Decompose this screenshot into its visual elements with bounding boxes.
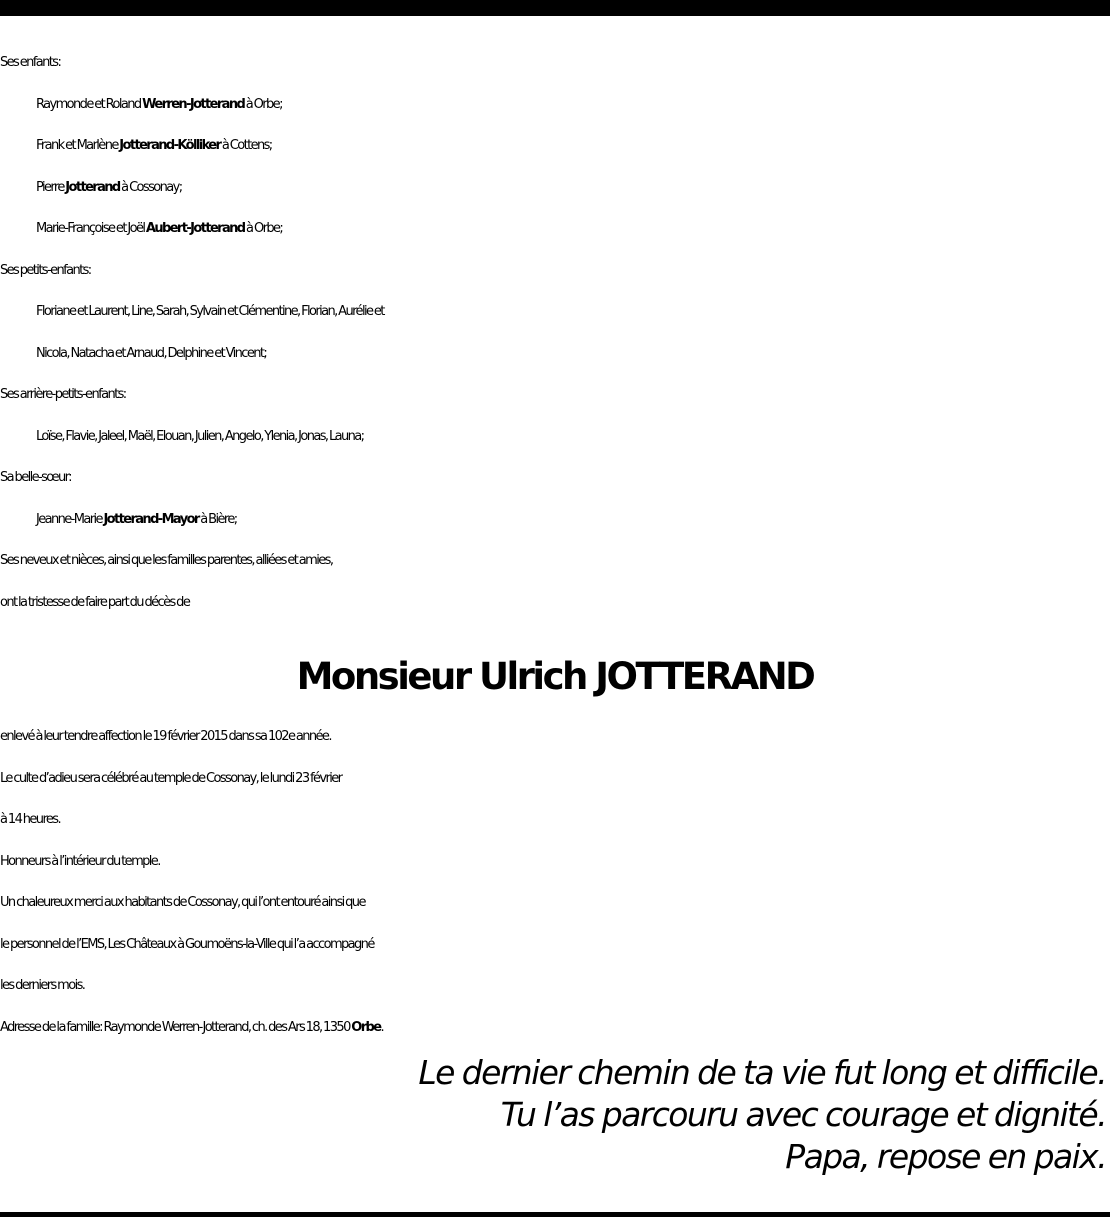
child-first-names: Raymonde et Roland xyxy=(36,96,143,112)
sister-in-law-surname: Jotterand-Mayor xyxy=(103,511,199,527)
detail-line: Honneurs à l’intérieur du temple. xyxy=(0,853,160,869)
obituary-notice xyxy=(0,42,1110,1178)
great-grandchildren-line: Loïse, Flavie, Jaleel, Maël, Elouan, Julien, Angelo, Ylenia, Jonas, Launa; xyxy=(36,428,364,444)
child-location: à Cossonay; xyxy=(119,179,182,195)
child-surname: Jotterand xyxy=(65,179,120,195)
child-surname: Werren-Jotterand xyxy=(142,96,245,112)
child-location: à Cottens; xyxy=(220,138,272,153)
detail-line: Un chaleureux merci aux habitants de Cossonay, qui l’ont entouré ainsi que xyxy=(0,895,365,910)
sister-in-law-entry xyxy=(0,499,1110,541)
details-block xyxy=(0,716,1110,1048)
verse-line: Tu l’as parcouru avec courage et dignité. xyxy=(500,1095,1106,1134)
sister-in-law-heading: Sa belle-sœur: xyxy=(0,470,71,485)
bottom-rule xyxy=(0,1212,1110,1217)
closing-verse xyxy=(0,1052,1110,1178)
family-line: Ses neveux et nièces, ainsi que les familles parentes, alliées et amies, xyxy=(0,553,333,568)
family-address xyxy=(0,1007,1110,1049)
grandchildren-line: Floriane et Laurent, Line, Sarah, Sylvain et Clémentine, Florian, Aurélie et xyxy=(36,304,384,319)
child-entry xyxy=(0,125,1110,167)
detail-line: enlevé à leur tendre affection le 19 février 2015 dans sa 102e année. xyxy=(0,729,331,744)
child-first-names: Marie-Françoise et Joël xyxy=(36,221,146,236)
top-rule xyxy=(0,0,1110,16)
child-entry xyxy=(0,167,1110,209)
sister-in-law-first-name: Jeanne-Marie xyxy=(36,511,104,527)
child-surname: Aubert-Jotterand xyxy=(145,221,245,236)
child-entry xyxy=(0,84,1110,126)
child-entry xyxy=(0,208,1110,250)
great-grandchildren-heading: Ses arrière-petits-enfants: xyxy=(0,387,126,402)
verse-line: Le dernier chemin de ta vie fut long et difficile. xyxy=(418,1053,1106,1092)
detail-line: les derniers mois. xyxy=(0,978,85,993)
address-town: Orbe xyxy=(351,1019,381,1035)
child-first-names: Frank et Marlène xyxy=(36,138,120,153)
child-location: à Orbe; xyxy=(244,221,283,236)
address-end: . xyxy=(380,1019,384,1035)
grandchildren-heading: Ses petits-enfants: xyxy=(0,262,91,278)
child-first-names: Pierre xyxy=(36,179,66,195)
detail-line: le personnel de l’EMS, Les Châteaux à Goumoëns-la-Ville qui l’a accompagné xyxy=(0,936,374,952)
detail-line: Le culte d’adieu sera célébré au temple de Cossonay, le lundi 23 février xyxy=(0,770,342,786)
family-line: ont la tristesse de faire part du décès de xyxy=(0,594,190,610)
address-text: Adresse de la famille: Raymonde Werren-Jotterand, ch. des Ars 18, 1350 xyxy=(0,1019,352,1035)
child-location: à Orbe; xyxy=(244,96,282,112)
children-heading: Ses enfants: xyxy=(0,55,61,70)
detail-line: à 14 heures. xyxy=(0,812,61,827)
sister-in-law-location: à Bière; xyxy=(198,511,237,527)
deceased-name: Monsieur Ulrich JOTTERAND xyxy=(296,655,814,698)
child-surname: Jotterand-Kölliker xyxy=(119,138,221,153)
verse-line: Papa, repose en paix. xyxy=(785,1137,1106,1176)
grandchildren-line: Nicola, Natacha et Arnaud, Delphine et Vincent; xyxy=(36,345,267,361)
